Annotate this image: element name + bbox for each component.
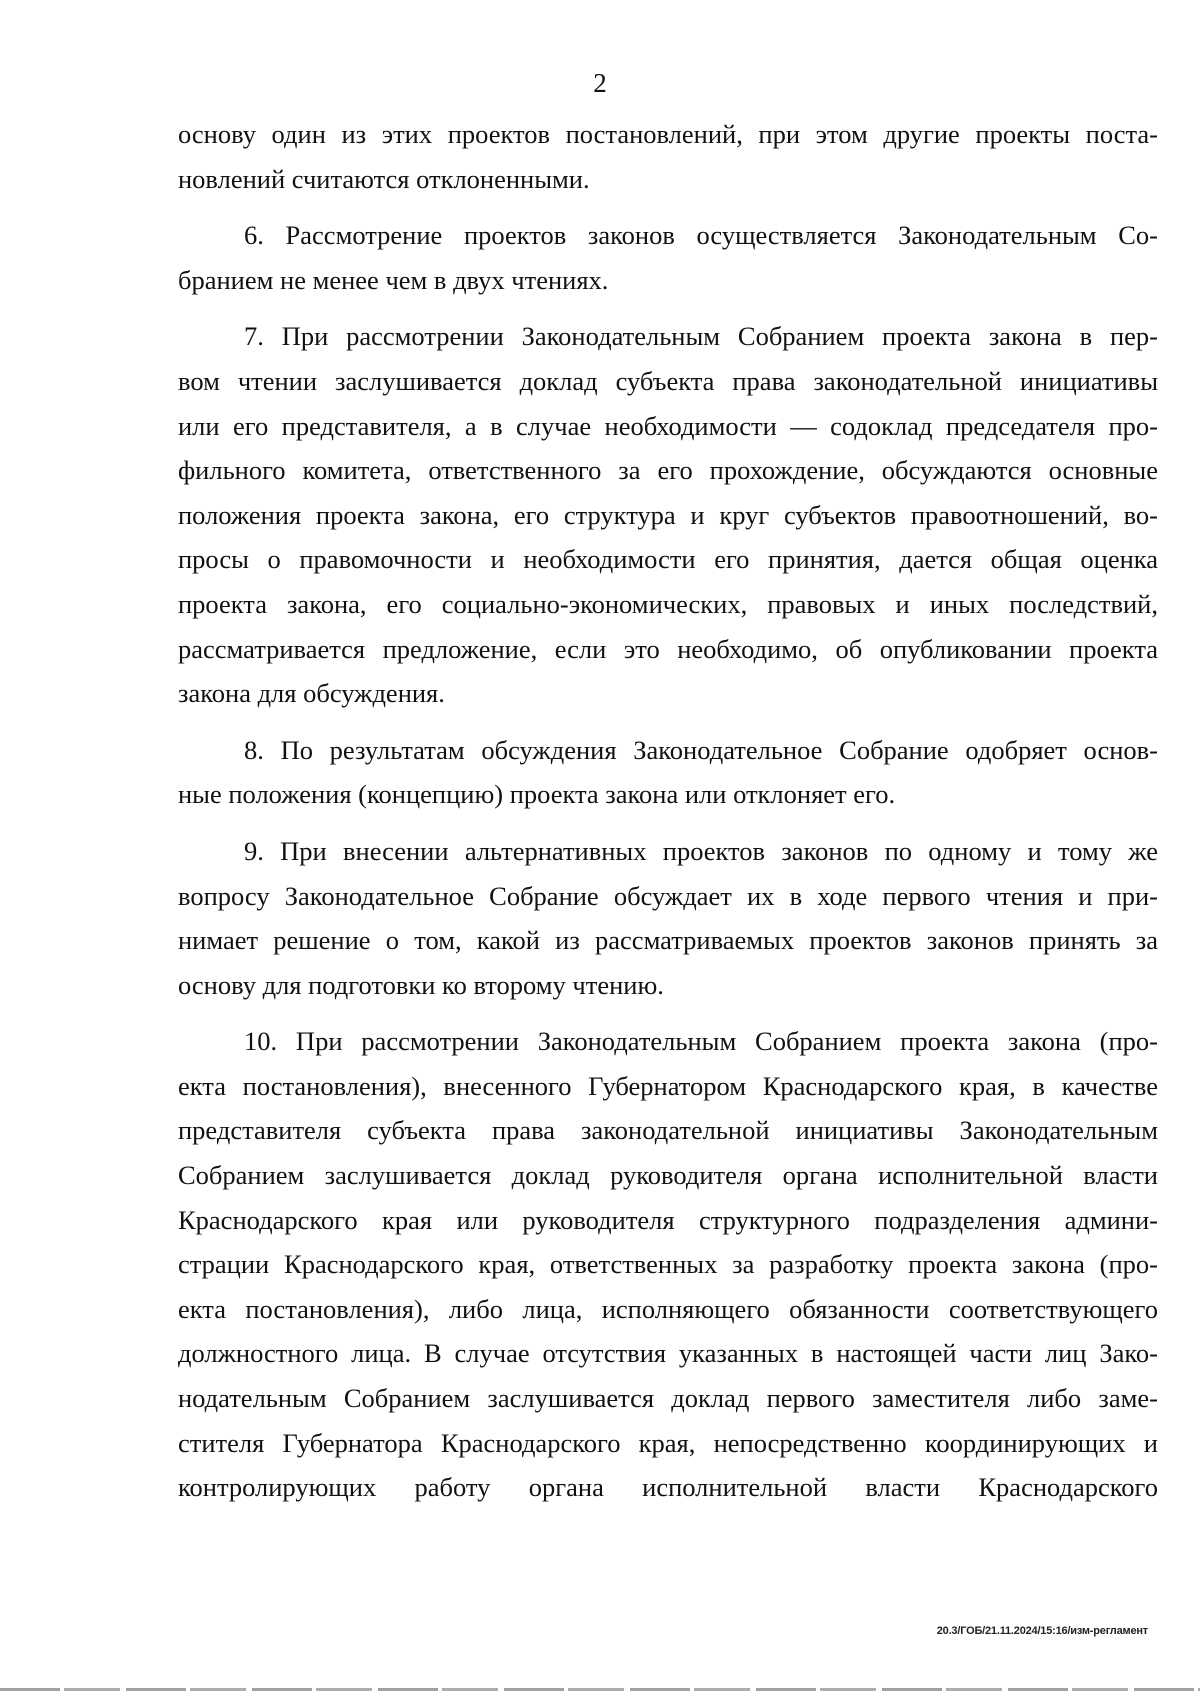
text-line: екта постановления), внесенного Губернатором Краснодарского края, в качестве <box>178 1070 1158 1101</box>
text-line: 8. По результатам обсуждения Законодательное Собрание одобряет основ- <box>244 734 1158 765</box>
text-line: 7. При рассмотрении Законодательным Собранием проекта закона в пер- <box>244 321 1158 352</box>
text-line: просы о правомочности и необходимости его принятия, дается общая оценка <box>178 544 1158 575</box>
text-line: вом чтении заслушивается доклад субъекта права законодательной инициативы <box>178 365 1158 396</box>
document-body <box>178 112 1158 1510</box>
text-line: фильного комитета, ответственного за его прохождение, обсуждаются основные <box>178 455 1158 486</box>
text-line: екта постановления), либо лица, исполняющего обязанности соответствующего <box>178 1293 1158 1324</box>
text-line: нимает решение о том, какой из рассматриваемых проектов законов принять за <box>178 925 1158 956</box>
document-footer-code: 20.3/ГОБ/21.11.2024/15:16/изм-регламент <box>936 1625 1148 1637</box>
text-line: закона для обсуждения. <box>178 678 445 709</box>
paragraph-9 <box>178 829 1158 1007</box>
text-line: ные положения (концепцию) проекта закона или отклоняет его. <box>178 779 896 810</box>
text-line: Собранием заслушивается доклад руководителя органа исполнительной власти <box>178 1160 1158 1191</box>
paragraph-continuation <box>178 112 1158 201</box>
text-line: 6. Рассмотрение проектов законов осуществляется Законодательным Со- <box>244 220 1158 251</box>
text-line: положения проекта закона, его структура и круг субъектов правоотношений, во- <box>178 499 1158 530</box>
text-line: стителя Губернатора Краснодарского края, непосредственно координирующих и <box>178 1427 1158 1458</box>
text-line: 9. При внесении альтернативных проектов законов по одному и тому же <box>244 835 1158 866</box>
paragraph-8 <box>178 728 1158 817</box>
text-line: основу один из этих проектов постановлений, при этом другие проекты поста- <box>178 119 1158 149</box>
text-line: проекта закона, его социально-экономических, правовых и иных последствий, <box>178 588 1158 619</box>
text-line: рассматривается предложение, если это необходимо, об опубликовании проекта <box>178 633 1158 664</box>
paragraph-10 <box>178 1019 1158 1510</box>
text-line: нодательным Собранием заслушивается доклад первого заместителя либо заме- <box>178 1383 1158 1414</box>
text-line: основу для подготовки ко второму чтению. <box>178 969 664 1000</box>
scan-edge-divider <box>0 1688 1200 1691</box>
text-line: 10. При рассмотрении Законодательным Собранием проекта закона (про- <box>244 1026 1158 1057</box>
text-line: бранием не менее чем в двух чтениях. <box>178 264 609 295</box>
text-line: должностного лица. В случае отсутствия указанных в настоящей части лиц Зако- <box>178 1338 1158 1369</box>
text-line: представителя субъекта права законодательной инициативы Законодательным <box>178 1115 1158 1146</box>
text-line: контролирующих работу органа исполнительной власти Краснодарского <box>178 1472 1158 1503</box>
paragraph-7 <box>178 314 1158 715</box>
paragraph-6 <box>178 213 1158 302</box>
text-line: вопросу Законодательное Собрание обсуждает их в ходе первого чтения и при- <box>178 880 1158 911</box>
text-line: или его представителя, а в случае необходимости — содоклад председателя про- <box>178 410 1158 441</box>
text-line: Краснодарского края или руководителя структурного подразделения админи- <box>178 1204 1158 1235</box>
text-line: страции Краснодарского края, ответственных за разработку проекта закона (про- <box>178 1249 1158 1280</box>
text-line: новлений считаются отклоненными. <box>178 163 590 194</box>
page-number: 2 <box>593 68 607 98</box>
